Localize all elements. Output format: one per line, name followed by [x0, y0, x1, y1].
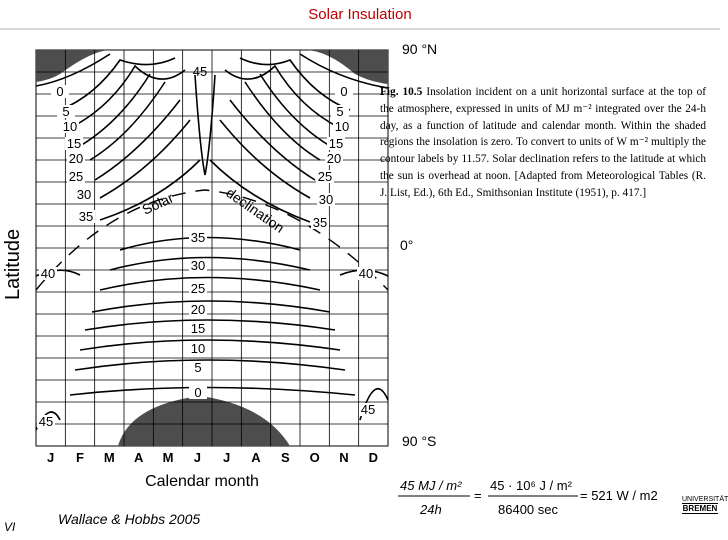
- month-tick-label: J: [47, 450, 55, 465]
- top-contour-label: 45: [192, 64, 208, 79]
- contour-label-right: 30: [318, 192, 334, 207]
- slide-title: Solar Insulation: [308, 6, 412, 23]
- contour-label-left: 0: [56, 84, 64, 99]
- contour-label-right: 15: [328, 136, 344, 151]
- svg-text:=: =: [474, 488, 482, 503]
- contour-label-right: 25: [317, 169, 333, 184]
- contour-label-left: 10: [62, 119, 78, 134]
- contour-label-center: 30: [190, 258, 206, 273]
- contour-label-center: 20: [190, 302, 206, 317]
- contour-label-right: 0: [340, 84, 348, 99]
- month-tick-labels: [47, 450, 378, 465]
- unit-conversion-formula: [398, 476, 698, 520]
- month-tick-label: F: [76, 450, 84, 465]
- contour-label-left: 30: [76, 187, 92, 202]
- contour-label-center: 10: [190, 341, 206, 356]
- month-tick-label: M: [103, 450, 115, 465]
- month-tick-label: S: [280, 450, 290, 465]
- lat-south-label: 90 °S: [402, 433, 437, 449]
- contour-label-center: 25: [190, 281, 206, 296]
- caption-fig-number: Fig. 10.5: [380, 86, 423, 98]
- contour-label-left: 45: [38, 414, 54, 429]
- contour-label-right: 10: [334, 119, 350, 134]
- month-tick-label: J: [193, 450, 201, 465]
- contour-label-left: 15: [66, 136, 82, 151]
- caption-text: Insolation incident on a unit horizontal surface at the top of the atmosphere, expressed in units of MJ m⁻² integrated over the 24-h day, as a function of latitude and calendar month. Within the shaded regions the insolation is zero. To convert to units of W m⁻² multiply the contour labels by 11.57. Solar declination refers to the latitude at which the sun is overhead at noon. [Adapted from Meteorological Tables (R. J. List, Ed.), 6th Ed., Smithsonian Institute (1951), p. 417.]: [380, 86, 707, 199]
- contour-label-center: 0: [194, 385, 202, 400]
- contour-label-center: 35: [190, 230, 206, 245]
- lat-equator-label: 0°: [400, 237, 414, 253]
- month-tick-label: J: [223, 450, 231, 465]
- month-tick-label: A: [133, 450, 144, 465]
- contour-label-left: 20: [68, 151, 84, 166]
- month-tick-label: D: [368, 450, 379, 465]
- contour-label-right: 35: [312, 215, 328, 230]
- contour-label-right: 20: [326, 151, 342, 166]
- month-tick-label: O: [309, 450, 320, 465]
- solar-label: Solar: [139, 189, 176, 218]
- formula-den2: 86400 sec: [498, 502, 558, 517]
- contour-label-center: 15: [190, 321, 206, 336]
- month-tick-label: A: [251, 450, 261, 465]
- contour-label-right: 40: [358, 266, 374, 281]
- contour-label-left: 35: [78, 209, 94, 224]
- formula-num1: 45 MJ / m²: [400, 478, 462, 493]
- contour-label-right: 5: [336, 104, 344, 119]
- contour-label-center: 5: [194, 360, 202, 375]
- month-tick-label: M: [162, 450, 174, 465]
- contour-label-right: 45: [360, 402, 376, 417]
- figure-credit: Wallace & Hobbs 2005: [58, 511, 201, 527]
- formula-den1: 24h: [420, 502, 442, 517]
- page-number: VI: [4, 520, 16, 534]
- contour-label-left: 40: [40, 266, 56, 281]
- formula-num2: 45 · 10⁶ J / m²: [490, 478, 572, 493]
- figure-caption: [380, 84, 706, 202]
- contour-label-left: 25: [68, 169, 84, 184]
- lat-north-label: 90 °N: [402, 41, 438, 57]
- formula-result: = 521 W / m2: [580, 488, 658, 503]
- y-axis-label: Latitude: [2, 228, 24, 300]
- university-logo: UNIVERSITÄT BREMEN: [682, 496, 728, 513]
- month-tick-label: N: [339, 450, 349, 465]
- contour-label-left: 5: [62, 104, 70, 119]
- x-axis-label: Calendar month: [145, 473, 259, 490]
- declination-label: declination: [223, 184, 288, 236]
